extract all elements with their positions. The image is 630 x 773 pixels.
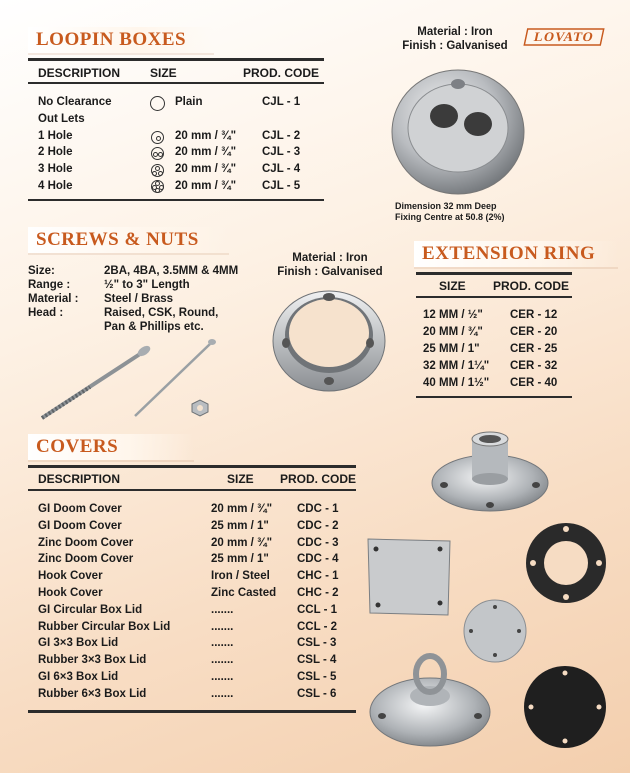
screws-material: Material : Iron Finish : Galvanised [277,252,383,278]
loopin-row-code: CJL - 5 [262,180,301,192]
covers-row-size: ....... [211,620,234,633]
covers-row-description: Rubber 3×3 Box Lid [38,654,147,667]
covers-row-code: CSL - 6 [297,687,337,700]
covers-header-rule-bottom [28,489,356,491]
extension-col-code: PROD. CODE [493,279,570,293]
covers-footer-rule [28,710,356,713]
screw-spec-value: Raised, CSK, Round, [104,307,219,319]
screw-spec-value: Steel / Brass [104,293,174,305]
covers-row-description: Rubber Circular Box Lid [38,620,171,633]
covers-title: COVERS [28,434,194,460]
covers-header-rule-top [28,465,356,468]
screw-spec-label: Material : [28,293,79,305]
screw-spec-label: Size: [28,265,55,277]
covers-row-description: GI 3×3 Box Lid [38,637,119,650]
covers-row-description: Rubber 6×3 Box Lid [38,687,147,700]
hook-cover-image [368,640,492,750]
loopin-material: Material : Iron Finish : Galvanised [402,26,508,52]
loopin-row-size: Plain [175,96,203,108]
covers-row-code: CDC - 3 [297,536,339,549]
one-hole-icon [151,131,164,144]
screws-title: SCREWS & NUTS [28,227,229,253]
covers-row-description: GI Doom Cover [38,519,122,532]
brand-logo-outline-icon [523,27,605,47]
covers-row-code: CCL - 2 [297,620,338,633]
covers-row-code: CDC - 4 [297,553,339,566]
covers-row-size: ....... [211,637,234,650]
covers-row-description: Zinc Doom Cover [38,553,134,566]
loopin-row-size: 20 mm / ¾" [175,180,237,192]
loopin-row-code: CJL - 1 [262,96,301,108]
covers-row-size: ....... [211,603,234,616]
loopin-row-code: CJL - 3 [262,146,301,159]
covers-row-description: GI 6×3 Box Lid [38,671,119,683]
loopin-row-description: 2 Hole [38,146,73,159]
covers-row-description: Zinc Doom Cover [38,536,134,549]
covers-row-size: Iron / Steel [211,570,270,583]
four-hole-icon [151,180,164,193]
square-box-lid-image [366,537,452,617]
rubber-lid-image [522,664,608,750]
extension-row-code: CER - 40 [510,377,558,389]
extension-row-code: CER - 12 [510,309,558,321]
covers-row-description: Hook Cover [38,570,103,583]
loopin-row-description: 3 Hole [38,163,73,176]
extension-row-code: CER - 20 [510,326,558,338]
covers-row-description: GI Circular Box Lid [38,603,143,616]
extension-row-size: 20 MM / ¾" [423,326,483,338]
loopin-row-size: 20 mm / ¾" [175,163,237,176]
loopin-row-description: No Clearance [38,96,112,108]
loopin-dimension: Dimension 32 mm Deep [395,201,497,211]
covers-row-description: Hook Cover [38,587,103,599]
covers-row-size: ....... [211,671,234,683]
covers-col-size: SIZE [227,472,254,486]
covers-row-size: 20 mm / ¾" [211,536,273,549]
loopin-title: LOOPIN BOXES [28,27,214,53]
covers-row-code: CSL - 5 [297,671,337,683]
covers-row-code: CHC - 1 [297,570,339,583]
covers-row-code: CHC - 2 [297,587,339,599]
extension-row-size: 32 MM / 1¼" [423,360,490,372]
loopin-col-description: DESCRIPTION [38,66,121,80]
extension-row-code: CER - 32 [510,360,558,372]
covers-row-size: ....... [211,687,234,700]
extension-ring-image [270,283,388,395]
covers-row-size: ....... [211,654,234,667]
covers-row-code: CSL - 4 [297,654,337,667]
extension-header-rule-top [416,272,572,275]
brand-logo [523,27,605,47]
covers-row-description: GI Doom Cover [38,503,122,515]
plain-box-icon [150,96,165,111]
brand-logo-text: LOVATO [532,29,596,44]
covers-row-code: CDC - 1 [297,503,339,515]
covers-row-size: Zinc Casted [211,587,277,599]
screw-spec-label: Head : [28,307,64,319]
covers-row-size: 25 mm / 1" [211,519,269,532]
three-hole-icon [151,164,164,177]
screws-image [30,332,230,422]
extension-row-size: 40 MM / 1½" [423,377,490,389]
loopin-fixing: Fixing Centre at 50.8 (2%) [395,212,505,222]
loopin-col-code: PROD. CODE [243,66,320,80]
covers-row-code: CSL - 3 [297,637,337,650]
screw-spec-value: 2BA, 4BA, 3.5MM & 4MM [104,265,239,277]
loopin-row-size: 20 mm / ¾" [175,146,237,159]
covers-col-code: PROD. CODE [280,472,357,486]
extension-col-size: SIZE [439,279,466,293]
loopin-row-description: Out Lets [38,112,85,125]
loopin-footer-rule [28,199,324,201]
extension-header-rule-bottom [416,296,572,298]
covers-row-size: 25 mm / 1" [211,553,269,566]
screw-spec-label: Range : [28,279,71,291]
rubber-ring-image [524,521,608,605]
extension-row-size: 12 MM / ½" [423,309,483,321]
doom-cover-image [430,427,550,513]
loopin-header-rule-bottom [28,82,324,84]
extension-row-size: 25 MM / 1" [423,343,480,355]
covers-col-description: DESCRIPTION [38,472,121,486]
loopin-row-size: 20 mm / ¾" [175,129,237,142]
loopin-row-description: 4 Hole [38,180,73,192]
loopin-row-code: CJL - 4 [262,163,301,176]
extension-title: EXTENSION RING [414,241,618,267]
loopin-row-description: 1 Hole [38,129,73,142]
loopin-header-rule-top [28,58,324,61]
extension-footer-rule [416,396,572,398]
covers-row-code: CCL - 1 [297,603,338,616]
screw-spec-value: Pan & Phillips etc. [104,321,204,333]
two-hole-icon [151,147,164,160]
loopin-box-image [388,62,528,200]
screw-spec-value: ½" to 3" Length [104,279,190,291]
extension-row-code: CER - 25 [510,343,558,355]
covers-row-code: CDC - 2 [297,519,339,532]
loopin-row-code: CJL - 2 [262,129,301,142]
covers-row-size: 20 mm / ¾" [211,503,273,515]
loopin-col-size: SIZE [150,66,177,80]
